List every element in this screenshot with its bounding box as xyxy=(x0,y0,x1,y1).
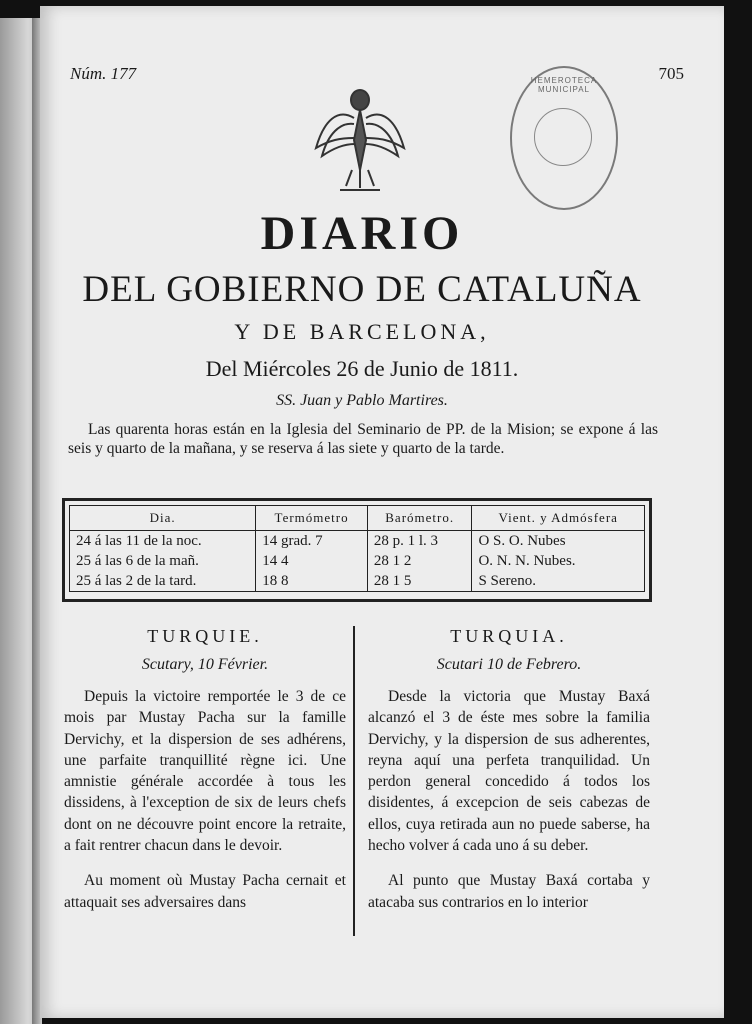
issue-date: Del Miércoles 26 de Junio de 1811. xyxy=(205,356,519,381)
issue-number: Núm. 177 xyxy=(70,64,137,83)
stamp-text: HEMEROTECA MUNICIPAL xyxy=(530,76,598,94)
weather-thermo: 14 4 xyxy=(256,551,368,571)
stamp-seal xyxy=(534,108,592,166)
eagle-emblem xyxy=(310,78,410,198)
column-divider xyxy=(353,626,355,936)
french-heading: TURQUIE. xyxy=(147,626,263,646)
weather-day: 25 á las 2 de la tard. xyxy=(70,571,256,592)
header-day: Dia. xyxy=(70,506,256,531)
spanish-paragraph-2: Al punto que Mustay Baxá cortaba y atacaba sus contrarios en lo interior xyxy=(368,872,650,911)
weather-wind: O. N. N. Nubes. xyxy=(478,552,576,569)
header-thermometer: Termómetro xyxy=(256,506,368,531)
masthead-subtitle: DEL GOBIERNO DE CATALUÑA xyxy=(82,269,642,310)
masthead-title: DIARIO xyxy=(260,207,464,260)
french-column xyxy=(64,626,346,913)
weather-row xyxy=(70,531,645,552)
weather-day: 24 á las 11 de la noc. xyxy=(70,531,256,552)
weather-thermo: 18 8 xyxy=(256,571,368,592)
french-paragraph-1: Depuis la victoire remportée le 3 de ce mois par Mustay Pacha sur la famille Dervichy, et la dispersion de ses adhérens, une parfaite tranquillité règne ici. Une amnistie générale accordée à tous les dissidens, à l'exception de six de leurs chefs dont on ne découvre point encore la retraite, a fait rentrer chacun dans le devoir. xyxy=(64,688,346,855)
page-number: 705 xyxy=(658,64,684,83)
weather-row xyxy=(70,551,645,571)
weather-table xyxy=(62,498,652,602)
intro-notice: Las quarenta horas están en la Iglesia del Seminario de PP. de la Mision; se expone á las seis y quarto de la mañana, y se reserva á las siete y quarto de la tarde. xyxy=(68,421,658,457)
masthead-subtitle-2: Y DE BARCELONA, xyxy=(234,319,490,344)
weather-baro: 28 1 2 xyxy=(367,551,472,571)
weather-header-row xyxy=(70,506,645,531)
newspaper-page xyxy=(40,6,724,1018)
weather-thermo: 14 grad. 7 xyxy=(256,531,368,552)
weather-wind: O S. O. Nubes xyxy=(478,532,566,549)
french-dateline: Scutary, 10 Février. xyxy=(141,656,269,673)
spanish-dateline: Scutari 10 de Febrero. xyxy=(436,656,582,673)
french-paragraph-2: Au moment où Mustay Pacha cernait et attaquait ses adversaires dans xyxy=(64,872,346,911)
weather-row xyxy=(70,571,645,592)
weather-baro: 28 1 5 xyxy=(367,571,472,592)
header-wind: Vient. y Admósfera xyxy=(472,506,645,531)
weather-wind: S Sereno. xyxy=(478,572,536,589)
spanish-paragraph-1: Desde la victoria que Mustay Baxá alcanzó el 3 de éste mes sobre la familia Dervichy, y la dispersion de sus adherentes, reyna aquí una perfeta tranquilidad. Un perdon general concedido á todos los disidentes, á excepcion de seis cabezas de ellos, cuya retirada aun no puede saberse, ha hecho volver á cada uno á su deber. xyxy=(368,688,650,855)
saints-of-day: SS. Juan y Pablo Martires. xyxy=(276,392,448,409)
weather-baro: 28 p. 1 l. 3 xyxy=(367,531,472,552)
spanish-heading: TURQUIA. xyxy=(450,626,568,646)
header-barometer: Barómetro. xyxy=(367,506,472,531)
library-stamp xyxy=(510,66,618,210)
spanish-column xyxy=(368,626,650,913)
weather-day: 25 á las 6 de la mañ. xyxy=(70,551,256,571)
